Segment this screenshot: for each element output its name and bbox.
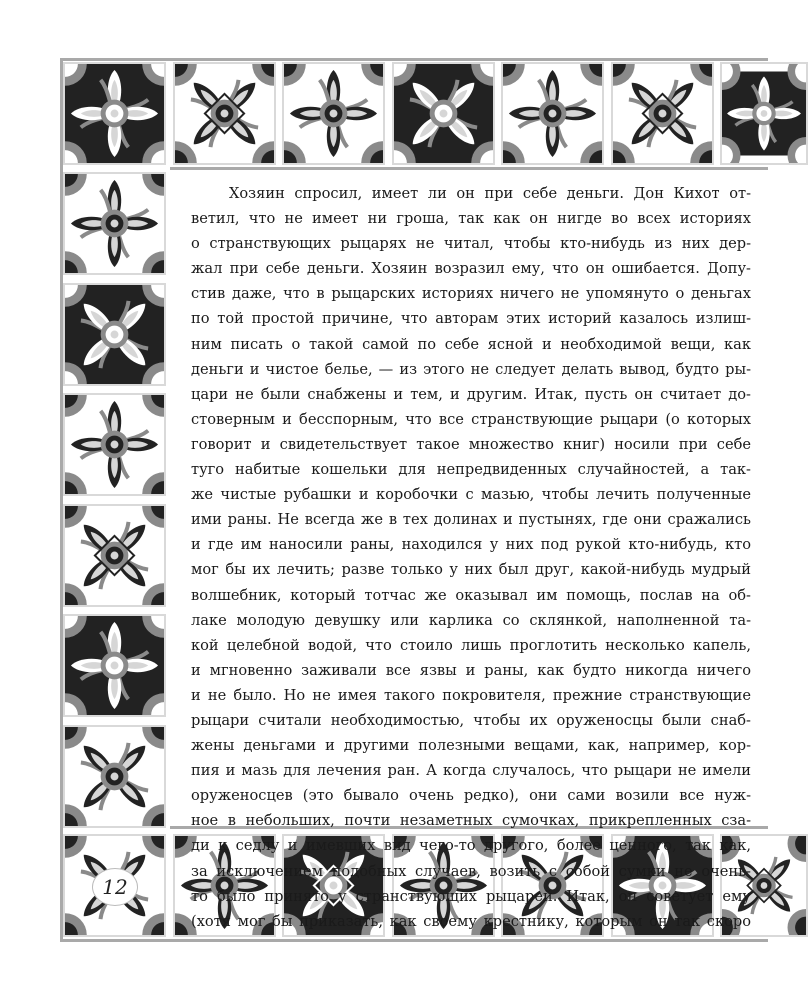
text-line: и мгновенно заживали все язвы и раны, как будто никогда ничего	[191, 661, 751, 679]
text-line: (хотя мог бы приказать, как своему крестнику, которым он так скоро	[191, 912, 751, 930]
text-line: по той простой причине, что авторам этих историй казалось излиш-	[191, 310, 751, 328]
ornament-tile	[63, 504, 166, 607]
text-line: то было принято у странствующих рыцарей. Итак, он советует ему	[191, 887, 751, 905]
ornament-tile	[63, 62, 166, 165]
text-line: лаке молодую девушку или карлика со склянкой, наполненной та-	[191, 611, 751, 629]
text-line: рыцари считали необходимостью, чтобы их оруженосцы были снаб-	[191, 711, 751, 729]
ornament-tile	[392, 62, 495, 165]
text-line: стив даже, что в рыцарских историях ничего не упомянуто о деньгах	[191, 285, 751, 303]
text-line: ветил, что не имеет ни гроша, так как он нигде во всех историях	[191, 210, 751, 228]
text-line: пия и мазь для лечения ран. А когда случалось, что рыцари не имели	[191, 762, 751, 780]
page-number: 12	[102, 875, 128, 899]
text-line: говорит и свидетельствует такое множество книг) носили при себе	[191, 435, 751, 453]
text-line: же чистые рубашки и коробочки с мазью, чтобы лечить полученные	[191, 486, 751, 504]
ornament-tile	[720, 62, 808, 165]
ornament-tile	[63, 393, 166, 496]
text-line: ими раны. Не всегда же в тех долинах и пустынях, где они сражались	[191, 511, 751, 529]
ornament-tile	[611, 62, 714, 165]
text-line: ди к седлу и имевших вид чего-то другого, более ценного, так как,	[191, 837, 751, 855]
ornament-tile	[63, 725, 166, 828]
text-line: оруженосцев (это бывало очень редко), они сами возили все нуж-	[191, 787, 751, 805]
text-line: и где им наносили раны, находился у них под рукой кто-нибудь, кто	[191, 536, 751, 554]
text-line: о странствующих рыцарях не читал, чтобы кто-нибудь из них дер-	[191, 235, 751, 253]
text-line: туго набитые кошельки для непредвиденных случайностей, а так-	[191, 461, 751, 479]
ornament-tile	[173, 62, 276, 165]
page-number-badge	[92, 868, 138, 906]
text-line: цари не были снабжены и тем, и другим. Итак, пусть он считает до-	[191, 385, 751, 403]
text-line: мог бы их лечить; разве только у них был друг, какой-нибудь мудрый	[191, 561, 751, 579]
ornament-tile	[282, 62, 385, 165]
text-line: жал при себе деньги. Хозяин возразил ему, что он ошибается. Допу-	[191, 260, 751, 278]
text-line: волшебник, который тотчас же оказывал им помощь, послав на об-	[191, 586, 751, 604]
text-line: ним писать о такой самой по себе ясной и необходимой вещи, как	[191, 335, 751, 353]
body-text	[191, 181, 751, 934]
ornament-tile	[63, 172, 166, 275]
ornament-tile	[63, 614, 166, 717]
text-line: ное в небольших, почти незаметных сумочках, прикрепленных сза-	[191, 812, 751, 830]
text-line: жены деньгами и другими полезными вещами, как, например, кор-	[191, 737, 751, 755]
ornament-tile	[63, 283, 166, 386]
text-line: за исключением подобных случаев, возить с собой сумки не очень-	[191, 862, 751, 880]
text-line: кой целебной водой, что стоило лишь проглотить несколько капель,	[191, 636, 751, 654]
text-line: деньги и чистое белье, — из этого не следует делать вывод, будто ры-	[191, 360, 751, 378]
text-line: стоверным и бесспорным, что все странствующие рыцари (о которых	[191, 410, 751, 428]
ornament-tile	[501, 62, 604, 165]
text-line: и не было. Но не имея такого покровителя, прежние странствующие	[191, 686, 751, 704]
text-line: Хозяин спросил, имеет ли он при себе деньги. Дон Кихот от-	[229, 185, 751, 202]
